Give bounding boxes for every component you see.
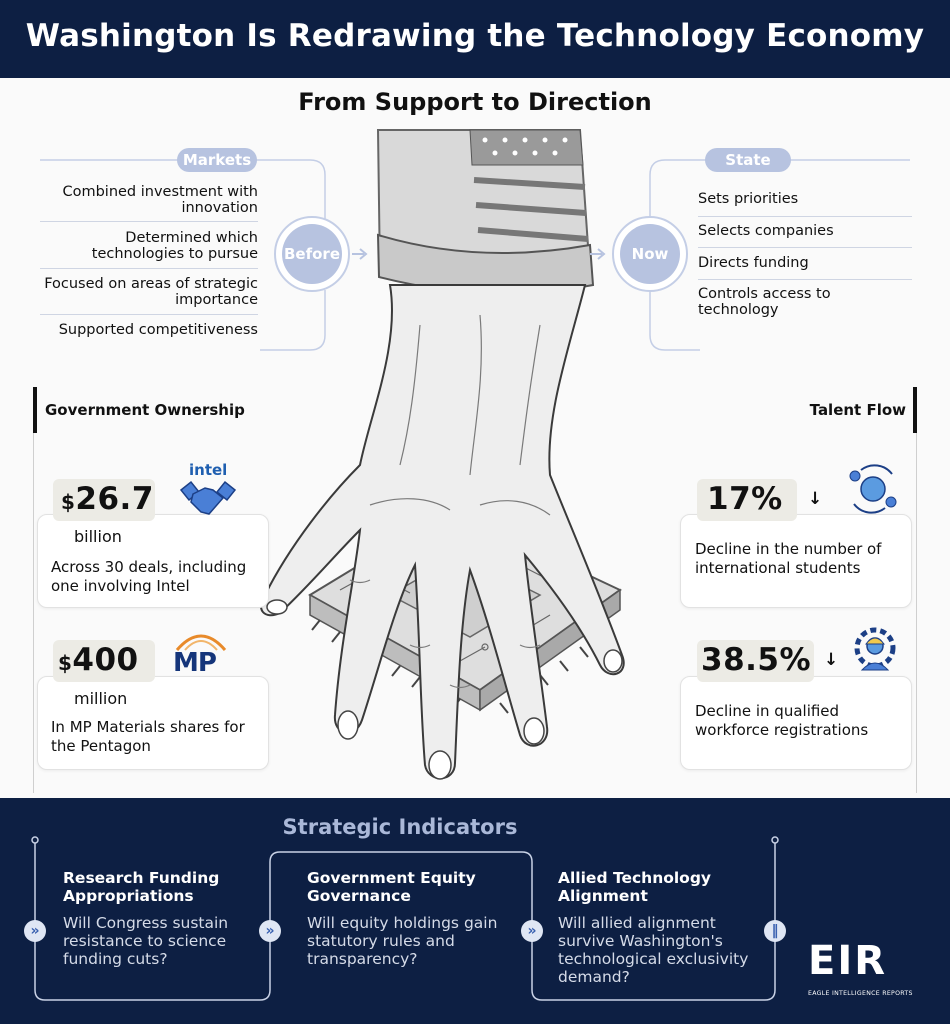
- mp-logo-text: MP: [173, 648, 216, 678]
- worker-gear-icon: [852, 626, 898, 674]
- amount-box: [53, 479, 155, 521]
- percent-value: 38.5%: [701, 642, 812, 678]
- before-item-2: Determined which technologies to pursue: [91, 230, 258, 262]
- currency-symbol: $: [58, 651, 73, 675]
- talent-desc: Decline in the number of international students: [695, 540, 882, 577]
- flag-sleeve-drawing: [378, 130, 593, 293]
- indicator-title: Research Funding Appropriations: [63, 869, 220, 905]
- before-item-3: Focused on areas of strategic importance: [44, 276, 258, 308]
- divider: [698, 279, 912, 280]
- amount-value: 26.7: [75, 481, 154, 517]
- intel-logo-text: intel: [189, 461, 228, 479]
- now-circle-label: Now: [620, 224, 680, 284]
- divider: [40, 221, 258, 222]
- currency-symbol: $: [61, 490, 76, 514]
- eir-logo: EIR: [808, 938, 888, 984]
- indicator-title: Government Equity Governance: [307, 869, 476, 905]
- markets-label-pill: Markets: [177, 148, 257, 172]
- divider: [40, 314, 258, 315]
- section-bar: [33, 387, 37, 433]
- ownership-section-title: Government Ownership: [45, 401, 245, 419]
- state-label-pill: State: [705, 148, 791, 172]
- before-circle-label: Before: [282, 224, 342, 284]
- section-bar: [913, 387, 917, 433]
- section-rail: [33, 433, 34, 793]
- chevron-right-icon: »: [24, 920, 46, 942]
- percent-box: [697, 479, 797, 521]
- now-item-1: Sets priorities: [698, 191, 799, 207]
- amount-box: [53, 640, 155, 682]
- decline-arrow-icon: ↓: [824, 650, 839, 670]
- percent-value: 17%: [707, 481, 783, 517]
- handshake-icon: [179, 478, 237, 524]
- indicator-text: Will equity holdings gain statutory rules and transparency?: [307, 914, 498, 968]
- amount-unit: billion: [74, 527, 122, 546]
- amount-unit: million: [74, 689, 128, 708]
- indicators-title: Strategic Indicators: [282, 815, 518, 839]
- amount-value: 400: [72, 642, 139, 678]
- indicator-text: Will Congress sustain resistance to science funding cuts?: [63, 914, 229, 968]
- ownership-desc: Across 30 deals, including one involving Intel: [51, 558, 247, 595]
- talent-section-title: Talent Flow: [809, 401, 906, 419]
- global-students-icon: [846, 462, 900, 516]
- divider: [698, 216, 912, 217]
- eir-logo-caption: EAGLE INTELLIGENCE REPORTS: [808, 990, 913, 997]
- decline-arrow-icon: ↓: [808, 489, 823, 509]
- now-item-2: Selects companies: [698, 223, 834, 239]
- indicator-title: Allied Technology Alignment: [558, 869, 712, 905]
- now-circle: [612, 216, 688, 292]
- now-item-3: Directs funding: [698, 255, 809, 271]
- chevron-right-icon: »: [521, 920, 543, 942]
- talent-desc: Decline in qualified workforce registrations: [695, 702, 869, 739]
- before-item-1: Combined investment with innovation: [62, 184, 258, 216]
- now-item-4: Controls access to technology: [698, 286, 831, 318]
- chevron-right-icon: »: [259, 920, 281, 942]
- ownership-desc: In MP Materials shares for the Pentagon: [51, 718, 245, 755]
- indicator-text: Will allied alignment survive Washington's technological exclusivity demand?: [558, 914, 749, 986]
- divider: [698, 247, 912, 248]
- page-title: Washington Is Redrawing the Technology Economy: [25, 18, 925, 54]
- page-subtitle: From Support to Direction: [298, 88, 652, 116]
- before-item-4: Supported competitiveness: [58, 322, 258, 338]
- section-rail: [916, 433, 917, 793]
- divider: [40, 268, 258, 269]
- pause-icon: ‖: [764, 920, 786, 942]
- percent-box: [697, 640, 814, 682]
- before-circle: [274, 216, 350, 292]
